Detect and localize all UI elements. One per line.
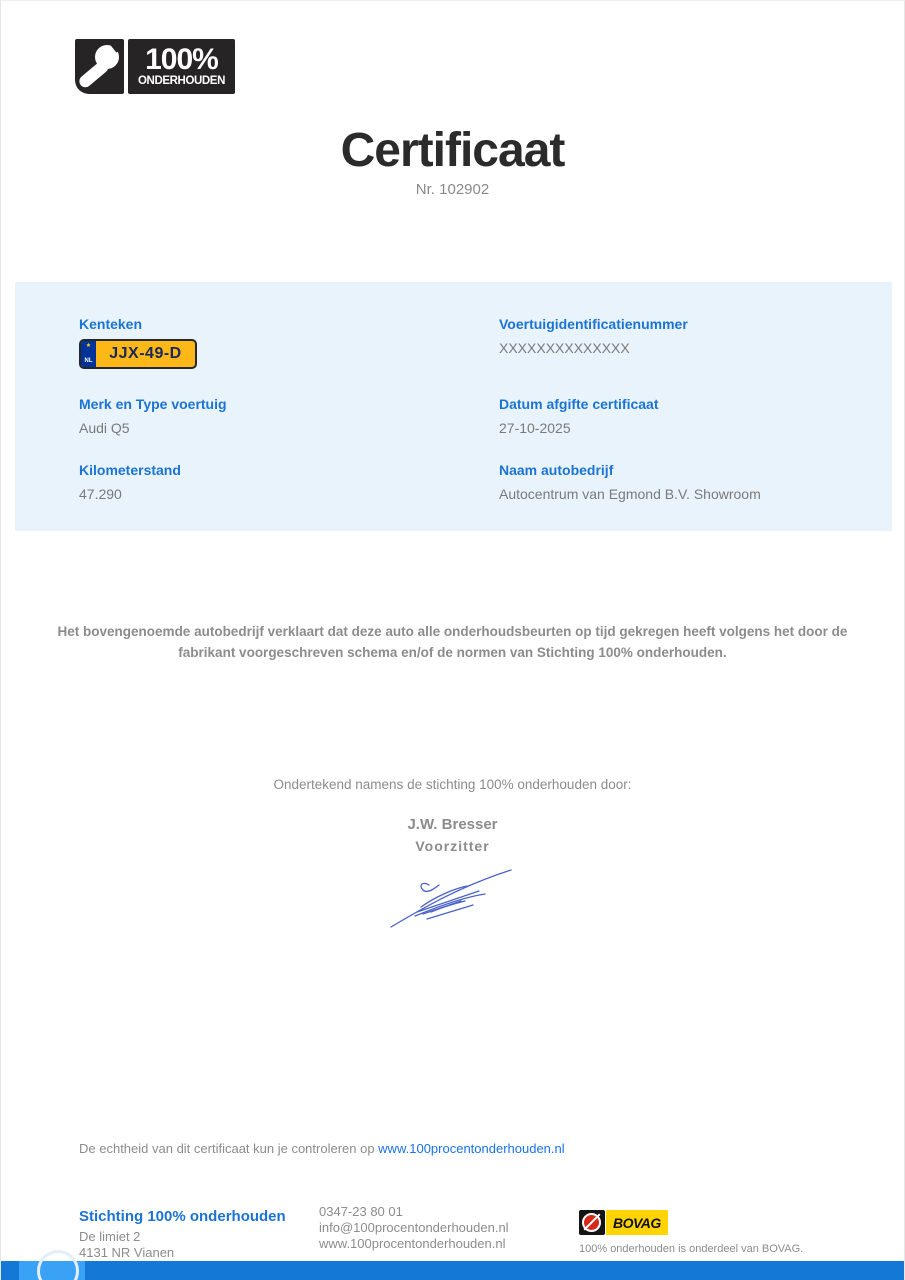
field-vin	[499, 316, 892, 396]
plate-number: JJX-49-D	[109, 345, 182, 362]
floating-widget-circle-icon[interactable]	[37, 1250, 79, 1280]
footer-phone: 0347-23 80 01	[319, 1204, 403, 1219]
field-datum-afgifte	[499, 396, 892, 462]
logo-percent-text: 100%	[145, 43, 218, 76]
verification-link[interactable]: www.100procentonderhouden.nl	[378, 1141, 565, 1156]
field-kenteken	[79, 316, 499, 396]
footer-website: www.100procentonderhouden.nl	[319, 1236, 506, 1251]
field-value: XXXXXXXXXXXXXX	[499, 340, 630, 356]
bovag-emblem-icon	[579, 1210, 605, 1235]
field-value: 47.290	[79, 486, 122, 502]
footer-address-line1: De limiet 2	[79, 1229, 141, 1244]
field-label: Kilometerstand	[79, 462, 181, 478]
field-label: Datum afgifte certificaat	[499, 396, 659, 412]
verification-line	[79, 1141, 565, 1156]
footer-address-line2: 4131 NR Vianen	[79, 1245, 175, 1260]
field-value: Autocentrum van Egmond B.V. Showroom	[499, 486, 761, 502]
footer-org-name: Stichting 100% onderhouden	[79, 1208, 286, 1225]
bottom-bar	[1, 1261, 904, 1280]
plate-country-code: NL	[84, 358, 93, 364]
signing-intro: Ondertekend namens de stichting 100% onderhouden door:	[273, 777, 632, 792]
license-plate	[79, 339, 197, 369]
signer-name: J.W. Bresser	[407, 816, 498, 833]
field-value: Audi Q5	[79, 420, 130, 436]
footer-address-block	[79, 1209, 286, 1261]
field-label: Merk en Type voertuig	[79, 396, 227, 412]
bovag-wordmark: BOVAG	[606, 1210, 668, 1235]
page-title: Certificaat	[340, 124, 565, 177]
field-label: Voertuigidentificatienummer	[499, 316, 688, 332]
brand-logo-text	[128, 39, 235, 94]
field-merk-type	[79, 396, 499, 462]
brand-logo	[75, 39, 235, 94]
field-kilometerstand	[79, 462, 499, 531]
field-label: Naam autobedrijf	[499, 462, 614, 478]
declaration-statement: Het bovengenoemde autobedrijf verklaart dat deze auto alle onderhoudsbeurten op tijd gekregen heeft volgens het door de fabrikant voorgeschreven schema en/of de normen van Stichting 100% onderhouden.	[57, 624, 848, 660]
bovag-logo	[579, 1210, 803, 1235]
signature-image	[387, 863, 517, 938]
footer-bovag-block	[579, 1210, 803, 1255]
wrench-icon	[75, 39, 124, 94]
signer-role: Voorzitter	[415, 838, 490, 854]
logo-name-text: ONDERHOUDEN	[138, 75, 225, 87]
license-plate-eu-strip	[81, 341, 96, 367]
field-naam-autobedrijf	[499, 462, 892, 531]
footer-email: info@100procentonderhouden.nl	[319, 1220, 509, 1235]
vehicle-data-panel	[15, 282, 892, 531]
bovag-note: 100% onderhouden is onderdeel van BOVAG.	[579, 1243, 804, 1255]
field-label: Kenteken	[79, 316, 143, 332]
certificate-number: Nr. 102902	[415, 181, 490, 198]
verification-text: De echtheid van dit certificaat kun je controleren op	[79, 1141, 379, 1156]
eu-stars-icon: ★	[85, 343, 92, 349]
footer-contact-block	[319, 1204, 509, 1252]
field-value: 27-10-2025	[499, 420, 571, 436]
